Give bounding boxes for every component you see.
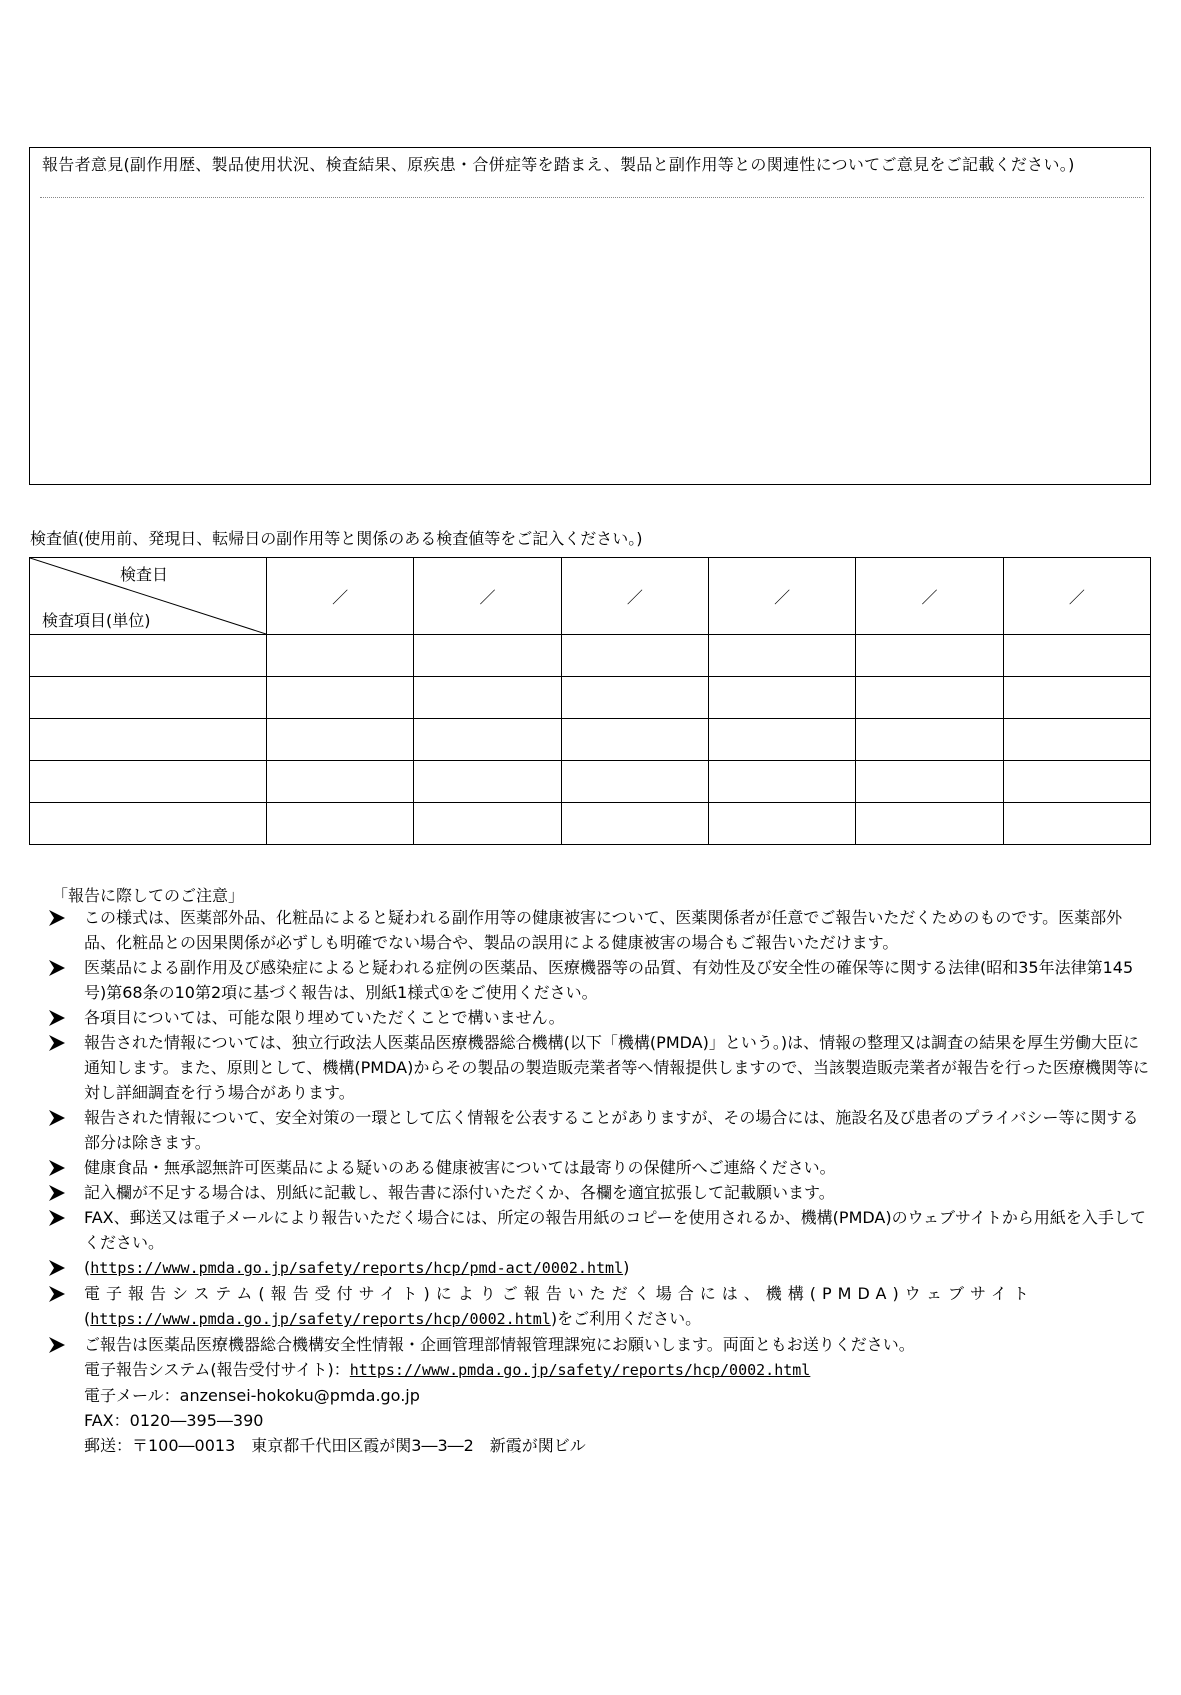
form-download-link[interactable]: https://www.pmda.go.jp/safety/reports/hcp/pmd-act/0002.html (90, 1259, 624, 1277)
note-item: 健康食品・無承認無許可医薬品による疑いのある健康被害については最寄りの保健所へご連絡ください。 (48, 1155, 1153, 1180)
value-cell[interactable] (414, 761, 561, 803)
electronic-report-link[interactable]: https://www.pmda.go.jp/safety/reports/hcp/0002.html (90, 1310, 551, 1328)
value-cell[interactable] (856, 803, 1003, 845)
note-item: FAX、郵送又は電子メールにより報告いただく場合には、所定の報告用紙のコピーを使用されるか、機構(PMDA)のウェブサイトから用紙を入手してください。 (48, 1205, 1153, 1255)
value-cell[interactable] (414, 719, 561, 761)
note-item: 報告された情報について、安全対策の一環として広く情報を公表することがありますが、その場合には、施設名及び患者のプライバシー等に関する部分は除きます。 (48, 1105, 1153, 1155)
exam-date-label: 検査日 (120, 565, 169, 584)
date-cell[interactable]: ／ (561, 558, 708, 635)
reporter-opinion-input-area[interactable] (40, 202, 1144, 478)
value-cell[interactable] (561, 761, 708, 803)
contact-fax: FAX：0120―395―390 (84, 1411, 264, 1430)
arrow-bullet-icon (48, 1159, 66, 1177)
arrow-bullet-icon (48, 1009, 66, 1027)
reporter-opinion-box (29, 147, 1151, 485)
value-cell[interactable] (414, 635, 561, 677)
contact-esys: 電子報告システム(報告受付サイト)：https://www.pmda.go.jp/safety/reports/hcp/0002.html (84, 1360, 811, 1379)
contact-mail: 郵送：〒100―0013 東京都千代田区霞が関3―3―2 新霞が関ビル (84, 1436, 586, 1455)
date-cell[interactable]: ／ (267, 558, 414, 635)
arrow-bullet-icon (48, 1336, 66, 1354)
lab-header-row (30, 558, 1151, 635)
date-cell[interactable]: ／ (708, 558, 855, 635)
arrow-bullet-icon (48, 1109, 66, 1127)
notes-list (48, 905, 1153, 1458)
exam-item-cell[interactable] (30, 761, 267, 803)
date-cell[interactable]: ／ (856, 558, 1003, 635)
table-row (30, 635, 1151, 677)
note-item: ご報告は医薬品医療機器総合機構安全性情報・企画管理部情報管理課宛にお願いします。両面ともお送りください。 (48, 1332, 1153, 1357)
note-item: この様式は、医薬部外品、化粧品によると疑われる副作用等の健康被害について、医薬関係者が任意でご報告いただくためのものです。医薬部外品、化粧品との因果関係が必ずしも明確でない場合や、製品の誤用による健康被害の場合もご報告いただけます。 (48, 905, 1153, 955)
date-cell[interactable]: ／ (414, 558, 561, 635)
value-cell[interactable] (561, 803, 708, 845)
table-row (30, 677, 1151, 719)
exam-item-cell[interactable] (30, 719, 267, 761)
value-cell[interactable] (267, 677, 414, 719)
value-cell[interactable] (708, 803, 855, 845)
table-row (30, 761, 1151, 803)
note-item: 報告された情報については、独立行政法人医薬品医療機器総合機構(以下「機構(PMDA)」という。)は、情報の整理又は調査の結果を厚生労働大臣に通知します。また、原則として、機構(PMDA)からその製品の製造販売業者等へ情報提供しますので、当該製造販売業者が報告を行った医療機関等に対し詳細調査を行う場合があります。 (48, 1030, 1153, 1105)
value-cell[interactable] (561, 635, 708, 677)
lab-values-title: 検査値(使用前、発現日、転帰日の副作用等と関係のある検査値等をご記入ください。) (30, 529, 643, 548)
exam-item-cell[interactable] (30, 677, 267, 719)
value-cell[interactable] (561, 719, 708, 761)
exam-item-label: 検査項目(単位) (42, 611, 151, 630)
note-item: 医薬品による副作用及び感染症によると疑われる症例の医薬品、医療機器等の品質、有効性及び安全性の確保等に関する法律(昭和35年法律第145号)第68条の10第2項に基づく報告は、別紙1様式①をご使用ください。 (48, 955, 1153, 1005)
reporter-opinion-label: 報告者意見(副作用歴、製品使用状況、検査結果、原疾患・合併症等を踏まえ、製品と副作用等との関連性についてご意見をご記載ください。) (42, 155, 1075, 174)
note-item: 電子報告システム(報告受付サイト)によりご報告いただく場合には、機構(PMDA)ウェブサイト (https://www.pmda.go.jp/safety/reports/hcp/0002.html)をご利用ください。 (48, 1281, 1153, 1332)
date-cell[interactable]: ／ (1003, 558, 1150, 635)
note-item: (https://www.pmda.go.jp/safety/reports/hcp/pmd-act/0002.html) (48, 1255, 1153, 1281)
value-cell[interactable] (267, 635, 414, 677)
exam-item-cell[interactable] (30, 803, 267, 845)
lab-values-table (29, 557, 1151, 845)
corner-header-cell (30, 558, 267, 635)
value-cell[interactable] (1003, 677, 1150, 719)
contact-email: 電子メール：anzensei-hokoku@pmda.go.jp (84, 1386, 420, 1405)
arrow-bullet-icon (48, 1184, 66, 1202)
value-cell[interactable] (708, 677, 855, 719)
value-cell[interactable] (267, 761, 414, 803)
dotted-divider (40, 197, 1144, 198)
value-cell[interactable] (708, 635, 855, 677)
value-cell[interactable] (708, 719, 855, 761)
arrow-bullet-icon (48, 1259, 66, 1277)
value-cell[interactable] (856, 635, 1003, 677)
value-cell[interactable] (1003, 635, 1150, 677)
note-item: 記入欄が不足する場合は、別紙に記載し、報告書に添付いただくか、各欄を適宜拡張して記載願います。 (48, 1180, 1153, 1205)
value-cell[interactable] (267, 719, 414, 761)
table-row (30, 719, 1151, 761)
value-cell[interactable] (561, 677, 708, 719)
value-cell[interactable] (1003, 803, 1150, 845)
notes-title: 「報告に際してのご注意」 (52, 886, 245, 905)
value-cell[interactable] (856, 761, 1003, 803)
value-cell[interactable] (708, 761, 855, 803)
arrow-bullet-icon (48, 1034, 66, 1052)
value-cell[interactable] (1003, 761, 1150, 803)
arrow-bullet-icon (48, 1285, 66, 1303)
value-cell[interactable] (856, 677, 1003, 719)
value-cell[interactable] (267, 803, 414, 845)
value-cell[interactable] (414, 803, 561, 845)
value-cell[interactable] (414, 677, 561, 719)
table-row (30, 803, 1151, 845)
note-item: 各項目については、可能な限り埋めていただくことで構いません。 (48, 1005, 1153, 1030)
arrow-bullet-icon (48, 959, 66, 977)
value-cell[interactable] (856, 719, 1003, 761)
arrow-bullet-icon (48, 1209, 66, 1227)
value-cell[interactable] (1003, 719, 1150, 761)
arrow-bullet-icon (48, 909, 66, 927)
exam-item-cell[interactable] (30, 635, 267, 677)
electronic-report-contact-link[interactable]: https://www.pmda.go.jp/safety/reports/hcp/0002.html (349, 1361, 811, 1379)
